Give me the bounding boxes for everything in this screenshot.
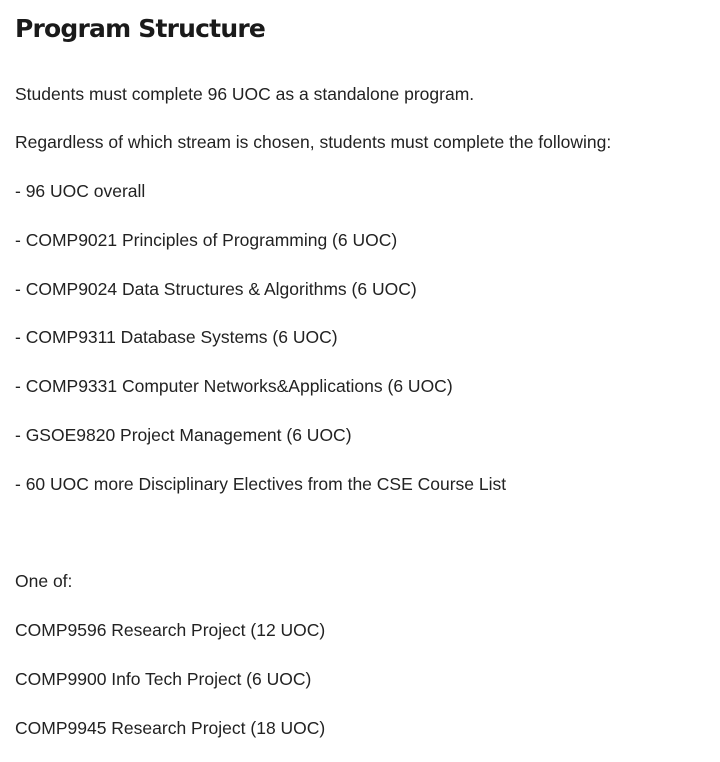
page-title: Program Structure xyxy=(15,14,266,43)
choice-item: COMP9596 Research Project (12 UOC) xyxy=(15,620,326,640)
choice-intro-text: One of: xyxy=(15,571,73,591)
choice-item: COMP9900 Info Tech Project (6 UOC) xyxy=(15,669,312,689)
requirement-item: - 96 UOC overall xyxy=(15,181,146,201)
requirement-intro-text: Regardless of which stream is chosen, students must complete the following: xyxy=(15,132,612,152)
requirement-item: - GSOE9820 Project Management (6 UOC) xyxy=(15,425,352,445)
intro-text: Students must complete 96 UOC as a standalone program. xyxy=(15,84,475,104)
requirement-item: - 60 UOC more Disciplinary Electives from the CSE Course List xyxy=(15,474,507,494)
choice-item: COMP9945 Research Project (18 UOC) xyxy=(15,718,326,738)
requirement-item: - COMP9331 Computer Networks&Applications (6 UOC) xyxy=(15,376,453,396)
requirement-item: - COMP9311 Database Systems (6 UOC) xyxy=(15,327,338,347)
requirement-item: - COMP9021 Principles of Programming (6 UOC) xyxy=(15,230,398,250)
requirement-item: - COMP9024 Data Structures & Algorithms (6 UOC) xyxy=(15,279,417,299)
